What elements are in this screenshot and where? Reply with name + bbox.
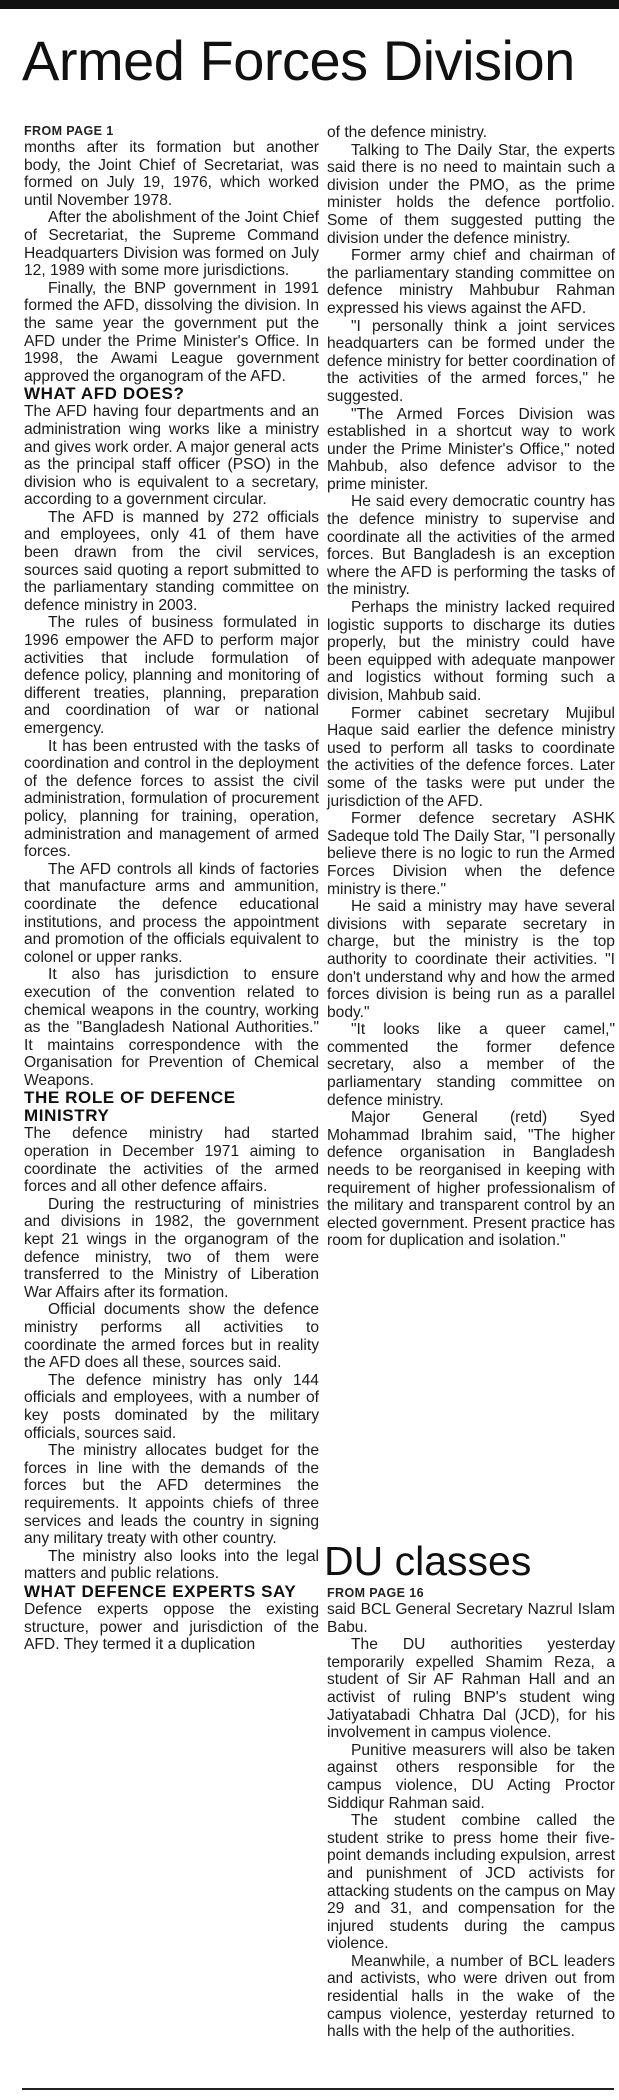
paragraph: Punitive measurers will also be taken against others responsible for the campus violence, DU Acting Proctor Siddiqur Rahman said.	[327, 1741, 615, 1812]
paragraph: Former army chief and chairman of the parliamentary standing committee on defence ministry Mahbubur Rahman expressed his views against the AFD.	[327, 247, 615, 317]
top-rule	[0, 0, 619, 9]
paragraph: He said a ministry may have several divisions with separate secretary in charge, but the ministry is the top authority to coordinate their activities. "I don't understand why and how the armed forces division is being run as a parallel body."	[327, 898, 615, 1021]
paragraph: Former defence secretary ASHK Sadeque told The Daily Star, "I personally believe there is no logic to run the Armed Forces Division when the defence ministry is there."	[327, 810, 615, 898]
paragraph: It has been entrusted with the tasks of coordination and control in the deployment of the defence forces to assist the civil administration, formulation of procurement policy, planning for training, operation, administration and management of armed forces.	[24, 737, 319, 861]
paragraph: Meanwhile, a number of BCL leaders and activists, who were driven out from residential halls in the wake of the campus violence, yesterday returned to halls with the help of the authorities.	[327, 1952, 615, 2041]
paragraph: He said every democratic country has the defence ministry to supervise and coordinate all the activities of the armed forces. But Bangladesh is an exception where the AFD is performing the tasks of the ministry.	[327, 493, 615, 599]
paragraph: It also has jurisdiction to ensure execution of the convention related to chemical weapons in the country, working as the "Bangladesh National Authorities." It maintains correspondence with the Organisation for Prevention of Chemical Weapons.	[24, 966, 319, 1089]
section-heading: WHAT DEFENCE EXPERTS SAY	[24, 1581, 297, 1601]
column-1-body	[24, 139, 319, 1654]
du-story-body	[327, 1601, 615, 2041]
paragraph: "The Armed Forces Division was established in a shortcut way to work under the Prime Minister's Office," noted Mahbub, also defence advisor to the prime minister.	[327, 405, 615, 493]
du-from-page-label: FROM PAGE 16	[327, 1586, 424, 1600]
paragraph: The ministry allocates budget for the forces in line with the demands of the forces but the AFD determines the requirements. It appoints chiefs of three services and leads the country in signing any military treaty with other country.	[24, 1442, 319, 1548]
paragraph: Major General (retd) Syed Mohammad Ibrahim said, "The higher defence organisation in Bangladesh needs to be reorganised in keeping with requirement of higher professionalism of the military and transparent control by an elected government. Present practice has room for duplication and isolation."	[327, 1109, 615, 1250]
paragraph: "I personally think a joint services headquarters can be formed under the defence ministry for better coordination of the activities of the armed forces," he suggested.	[327, 317, 615, 405]
paragraph: The student combine called the student strike to press home their five-point demands including expulsion, arrest and punishment of JCD activists for attacking students on the campus on May 29 and 31, and compensation for the injured students during the campus violence.	[327, 1812, 615, 1953]
bottom-rule	[22, 2088, 614, 2090]
du-classes-story	[327, 1586, 615, 2041]
paragraph: The DU authorities yesterday temporarily expelled Shamim Reza, a student of Sir AF Rahman Hall and an activist of ruling BNP's student wing Jatiyatabadi Chhatra Dal (JCD), for his involvement in campus violence.	[327, 1636, 615, 1742]
main-story-column-1	[24, 124, 319, 1654]
paragraph: of the defence ministry.	[327, 124, 488, 141]
paragraph: The rules of business formulated in 1996 empower the AFD to perform major activities that include formulation of defence policy, planning and monitoring of different treaties, planning, preparation and coordination of war or national emergency.	[24, 614, 319, 737]
column-2-body	[327, 124, 615, 1250]
paragraph: Perhaps the ministry lacked required logistic supports to discharge its duties properly, but the ministry could have been equipped with adequate manpower and logistics without forming such a division, Mahbub said.	[327, 599, 615, 704]
paragraph: The AFD is manned by 272 officials and employees, only 41 of them have been drawn from the civil services, sources said quoting a report submitted to the parliamentary standing committee on defence ministry in 2003.	[24, 508, 319, 614]
paragraph: The defence ministry had started operation in December 1971 aiming to coordinate the activities of the armed forces and all other defence affairs.	[24, 1125, 319, 1196]
paragraph: The AFD controls all kinds of factories that manufacture arms and ammunition, coordinate the defence educational institutions, and process the appointment and promotion of the officials equivalent to colonel or upper ranks.	[24, 860, 319, 966]
paragraph: Finally, the BNP government in 1991 formed the AFD, dissolving the division. In the same year the government put the AFD under the Prime Minister's Office. In 1998, the Awami League government approved the organogram of the AFD.	[24, 279, 319, 385]
paragraph: The defence ministry has only 144 officials and employees, with a number of key posts dominated by the military officials, sources said.	[24, 1371, 319, 1442]
from-page-label: FROM PAGE 1	[24, 124, 114, 138]
paragraph: The AFD having four departments and an administration wing works like a ministry and gives work order. A major general acts as the principal staff officer (PSO) in the division who is equivalent to a secretary, according to a government circular.	[24, 403, 319, 509]
du-classes-headline: DU classes	[324, 1538, 532, 1584]
paragraph: said BCL General Secretary Nazrul Islam Babu.	[327, 1601, 615, 1636]
page-headline: Armed Forces Division	[22, 29, 575, 92]
section-heading: WHAT AFD DOES?	[24, 384, 185, 404]
paragraph: After the abolishment of the Joint Chief of Secretariat, the Supreme Command Headquarters Division was formed on July 12, 1989 with some more jurisdictions.	[24, 209, 319, 280]
paragraph: The ministry also looks into the legal matters and public relations.	[24, 1547, 319, 1583]
paragraph: Official documents show the defence ministry performs all activities to coordinate the armed forces but in reality the AFD does all these, sources said.	[24, 1301, 319, 1372]
section-heading: THE ROLE OF DEFENCE MINISTRY	[24, 1088, 236, 1126]
paragraph: Defence experts oppose the existing structure, power and jurisdiction of the AFD. They termed it a duplication	[24, 1600, 319, 1654]
paragraph: During the restructuring of ministries and divisions in 1982, the government kept 21 wings in the organogram of the defence ministry, two of them were transferred to the Ministry of Liberation War Affairs after its formation.	[24, 1195, 319, 1301]
main-story-column-2	[327, 124, 615, 1250]
paragraph: "It looks like a queer camel," commented the former defence secretary, also a member of the parliamentary standing committee on defence ministry.	[327, 1021, 615, 1109]
paragraph: Former cabinet secretary Mujibul Haque said earlier the defence ministry used to perform all tasks to coordinate the activities of the defence forces. Later some of the tasks were put under the jurisdiction of the AFD.	[327, 704, 615, 810]
paragraph: Talking to The Daily Star, the experts said there is no need to maintain such a division under the PMO, as the prime minister holds the defence portfolio. Some of them suggested putting the division under the defence ministry.	[327, 141, 615, 247]
paragraph: months after its formation but another body, the Joint Chief of Secretariat, was formed on July 19, 1976, which worked until November 1978.	[24, 139, 319, 209]
